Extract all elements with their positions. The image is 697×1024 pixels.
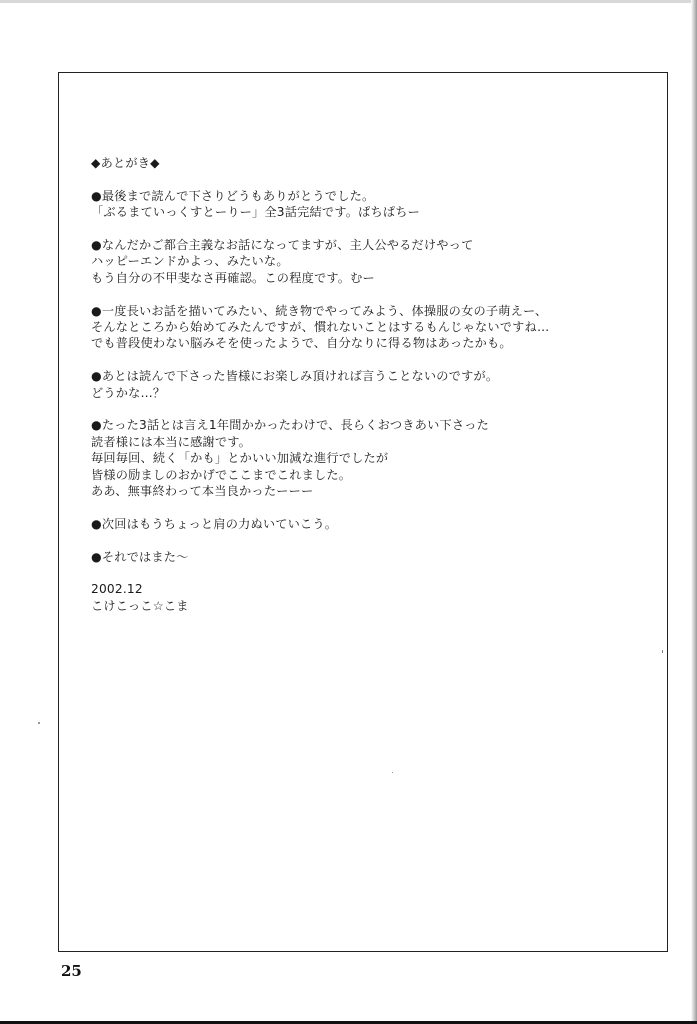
text-line: そんなところから始めてみたんですが、慣れないことはするもんじゃないですね…	[91, 320, 550, 335]
afterword-heading	[91, 155, 651, 171]
scan-edge-top	[0, 0, 697, 3]
paragraph-gratitude	[91, 417, 651, 499]
paragraph-story	[91, 237, 651, 286]
signature	[91, 581, 651, 614]
text-line: ●次回はもうちょっと肩の力ぬいていこう。	[91, 516, 338, 531]
signature-date: 2002.12	[91, 582, 143, 597]
scan-speck	[392, 772, 393, 773]
text-line: 読者様には本当に感謝です。	[91, 434, 252, 449]
heading-line: ◆あとがき◆	[91, 156, 160, 170]
text-line: もう自分の不甲斐なさ再確認。この程度です。むー	[91, 270, 375, 285]
page-number: 25	[61, 962, 82, 980]
text-line: どうかな…？	[91, 385, 166, 400]
afterword-text	[91, 155, 651, 631]
text-line: 「ぶるまていっくすとーりー」全3話完結です。ぱちぱちー	[91, 205, 421, 220]
paragraph-motivation	[91, 303, 651, 352]
text-line: ●あとは読んで下さった皆様にお楽しみ頂ければ言うことないのですが。	[91, 369, 499, 384]
text-line: ●なんだかご都合主義なお話になってますが、主人公やるだけやって	[91, 238, 474, 252]
scan-speck	[38, 722, 40, 724]
text-line: ●たった3話とは言え1年間かかったわけで、長らくおつきあい下さった	[91, 418, 490, 433]
text-line: ハッピーエンドかよっ、みたいな。	[91, 254, 289, 269]
text-line: ●それではまた～	[91, 549, 189, 564]
text-line: 皆様の励ましのおかげでここまでこれました。	[91, 467, 352, 482]
paragraph-next	[91, 516, 651, 532]
paragraph-hope	[91, 368, 651, 401]
scan-speck	[662, 650, 663, 653]
text-line: でも普段使わない脳みそを使ったようで、自分なりに得る物はあったかも。	[91, 336, 512, 351]
text-line: 毎回毎回、続く「かも」とかいい加減な進行でしたが	[91, 451, 389, 466]
scan-edge-right	[691, 0, 697, 1024]
text-line: ●一度長いお話を描いてみたい、続き物でやってみよう、体操服の女の子萌えー、	[91, 303, 548, 318]
signature-author: こけこっこ☆こま	[91, 598, 189, 613]
paragraph-thanks	[91, 188, 651, 221]
text-line: ●最後まで読んで下さりどうもありがとうでした。	[91, 188, 375, 203]
text-line: ああ、無事終わって本当良かったーーー	[91, 484, 314, 499]
paragraph-farewell	[91, 549, 651, 565]
